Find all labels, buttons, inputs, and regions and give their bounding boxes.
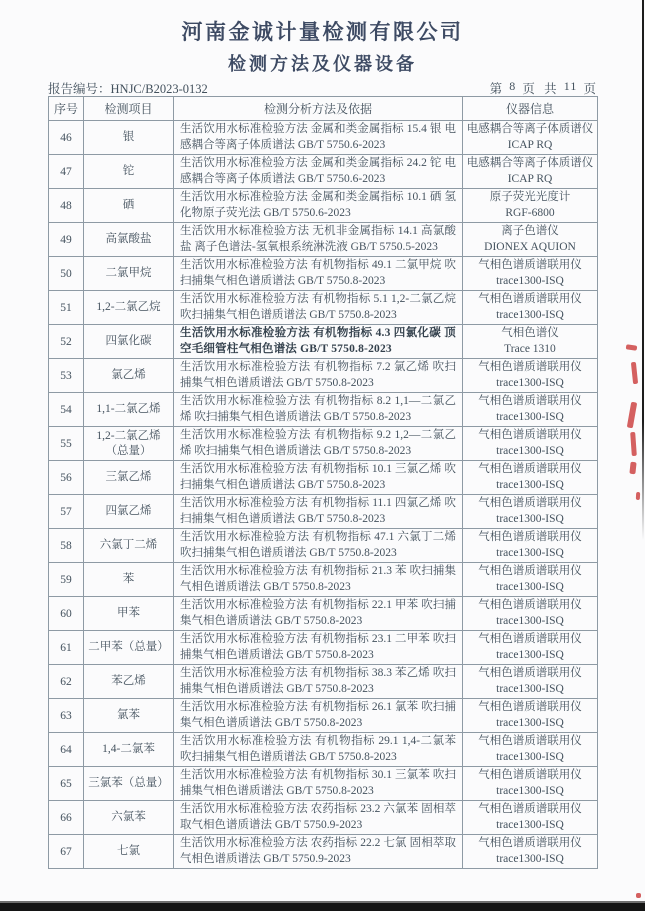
row-instrument: [463, 155, 598, 189]
row-method: 生活饮用水标准检验方法 有机物指标 9.2 1,2—二氯乙烯 吹扫捕集气相色谱质谱法 GB/T 5750.8-2023: [174, 427, 463, 461]
instrument-line: 气相色谱质谱联用仪: [478, 633, 582, 645]
meta-row: [48, 79, 597, 97]
row-no: 51: [49, 291, 84, 325]
row-method: 生活饮用水标准检验方法 无机非金属指标 14.1 高氯酸盐 离子色谱法-氢氧根系统淋洗液 GB/T 5750.5-2023: [174, 223, 463, 257]
table-row: [49, 291, 598, 325]
instrument-line: 气相色谱质谱联用仪: [478, 497, 582, 509]
instrument-line: trace1300-ISQ: [496, 444, 564, 457]
row-method: 生活饮用水标准检验方法 有机物指标 22.1 甲苯 吹扫捕集气相色谱质谱法 GB/T 5750.8-2023: [174, 597, 463, 631]
row-instrument: [463, 189, 598, 223]
row-method: 生活饮用水标准检验方法 有机物指标 7.2 氯乙烯 吹扫捕集气相色谱质谱法 GB/T 5750.8-2023: [174, 359, 463, 393]
row-item: 二甲苯（总量）: [84, 631, 174, 665]
row-no: 61: [49, 631, 84, 665]
row-no: 52: [49, 325, 84, 359]
instrument-line: 气相色谱质谱联用仪: [478, 531, 582, 543]
row-instrument: [463, 121, 598, 155]
row-no: 59: [49, 563, 84, 597]
row-no: 66: [49, 801, 84, 835]
row-item: 氯乙烯: [84, 359, 174, 393]
instrument-line: 电感耦合等离子体质谱仪: [466, 157, 594, 169]
methods-instruments-table: [48, 96, 598, 869]
row-method: 生活饮用水标准检验方法 有机物指标 30.1 三氯苯 吹扫捕集气相色谱质谱法 GB/T 5750.8-2023: [174, 767, 463, 801]
row-instrument: [463, 835, 598, 869]
instrument-line: 气相色谱质谱联用仪: [478, 463, 582, 475]
instrument-line: ICAP RQ: [507, 172, 553, 185]
instrument-line: ICAP RQ: [507, 138, 553, 151]
row-item: 四氯乙烯: [84, 495, 174, 529]
row-item: 1,4-二氯苯: [84, 733, 174, 767]
row-method: 生活饮用水标准检验方法 金属和类金属指标 24.2 铊 电感耦合等离子体质谱法 GB/T 5750.6-2023: [174, 155, 463, 189]
col-header-no: 序号: [49, 97, 84, 121]
row-no: 65: [49, 767, 84, 801]
instrument-line: trace1300-ISQ: [496, 750, 564, 763]
instrument-line: DIONEX AQUION: [484, 240, 576, 253]
company-title: 河南金诚计量检测有限公司: [181, 20, 464, 44]
page-indicator: 第 8 页 共 11 页: [489, 79, 597, 96]
instrument-line: Trace 1310: [504, 342, 556, 355]
instrument-line: trace1300-ISQ: [496, 546, 564, 559]
row-method: 生活饮用水标准检验方法 有机物指标 4.3 四氯化碳 顶空毛细管柱气相色谱法 GB/T 5750.8-2023: [174, 325, 463, 359]
table-row: [49, 121, 598, 155]
row-item: 1,1-二氯乙烯: [84, 393, 174, 427]
col-header-item: 检测项目: [84, 97, 174, 121]
row-item: 氯苯: [84, 699, 174, 733]
instrument-line: trace1300-ISQ: [496, 580, 564, 593]
row-instrument: [463, 665, 598, 699]
row-no: 56: [49, 461, 84, 495]
row-no: 64: [49, 733, 84, 767]
table-row: [49, 257, 598, 291]
instrument-line: trace1300-ISQ: [496, 478, 564, 491]
row-no: 48: [49, 189, 84, 223]
table-row: [49, 359, 598, 393]
table-row: [49, 495, 598, 529]
row-item: 高氯酸盐: [84, 223, 174, 257]
instrument-line: trace1300-ISQ: [496, 818, 564, 831]
red-stamp-edge-mark: [629, 462, 636, 475]
report-number-value: HNJC/B2023-0132: [110, 82, 208, 96]
instrument-line: 气相色谱质谱联用仪: [478, 429, 582, 441]
instrument-line: trace1300-ISQ: [496, 648, 564, 661]
row-no: 47: [49, 155, 84, 189]
row-no: 63: [49, 699, 84, 733]
red-stamp-edge-mark: [636, 492, 640, 500]
row-item: 七氯: [84, 835, 174, 869]
instrument-line: 气相色谱质谱联用仪: [478, 599, 582, 611]
row-method: 生活饮用水标准检验方法 有机物指标 8.2 1,1—二氯乙烯 吹扫捕集气相色谱质谱法 GB/T 5750.8-2023: [174, 393, 463, 427]
row-item: 苯: [84, 563, 174, 597]
row-item: 1,2-二氯乙烷: [84, 291, 174, 325]
red-stamp-edge-mark: [627, 402, 637, 429]
row-instrument: [463, 767, 598, 801]
table-row: [49, 801, 598, 835]
row-instrument: [463, 257, 598, 291]
row-item: 六氯丁二烯: [84, 529, 174, 563]
red-stamp-edge-mark: [626, 344, 638, 350]
row-method: 生活饮用水标准检验方法 金属和类金属指标 15.4 银 电感耦合等离子体质谱法 GB/T 5750.6-2023: [174, 121, 463, 155]
row-item: 甲苯: [84, 597, 174, 631]
instrument-line: trace1300-ISQ: [496, 784, 564, 797]
row-item: 苯乙烯: [84, 665, 174, 699]
table-row: [49, 699, 598, 733]
row-method: 生活饮用水标准检验方法 有机物指标 23.1 二甲苯 吹扫捕集气相色谱质谱法 GB/T 5750.8-2023: [174, 631, 463, 665]
row-instrument: [463, 291, 598, 325]
row-instrument: [463, 393, 598, 427]
row-instrument: [463, 699, 598, 733]
row-item: 三氯苯（总量）: [84, 767, 174, 801]
instrument-line: 气相色谱质谱联用仪: [478, 395, 582, 407]
row-item: 三氯乙烯: [84, 461, 174, 495]
row-method: 生活饮用水标准检验方法 有机物指标 29.1 1,4-二氯苯 吹扫捕集气相色谱质谱法 GB/T 5750.8-2023: [174, 733, 463, 767]
instrument-line: trace1300-ISQ: [496, 682, 564, 695]
row-no: 62: [49, 665, 84, 699]
row-item: 二氯甲烷: [84, 257, 174, 291]
total-page-number: 11: [563, 79, 578, 93]
instrument-line: 气相色谱质谱联用仪: [478, 293, 582, 305]
row-instrument: [463, 223, 598, 257]
row-method: 生活饮用水标准检验方法 有机物指标 49.1 二氯甲烷 吹扫捕集气相色谱质谱法 GB/T 5750.8-2023: [174, 257, 463, 291]
row-item: 银: [84, 121, 174, 155]
row-method: 生活饮用水标准检验方法 有机物指标 38.3 苯乙烯 吹扫捕集气相色谱质谱法 GB/T 5750.8-2023: [174, 665, 463, 699]
table-row: [49, 665, 598, 699]
instrument-line: 离子色谱仪: [501, 225, 559, 237]
row-instrument: [463, 801, 598, 835]
row-method: 生活饮用水标准检验方法 农药指标 22.2 七氯 固相萃取气相色谱质谱法 GB/T 5750.9-2023: [174, 835, 463, 869]
row-no: 54: [49, 393, 84, 427]
instrument-line: trace1300-ISQ: [496, 512, 564, 525]
row-no: 50: [49, 257, 84, 291]
row-method: 生活饮用水标准检验方法 农药指标 23.2 六氯苯 固相萃取气相色谱质谱法 GB/T 5750.9-2023: [174, 801, 463, 835]
red-stamp-edge-mark: [630, 432, 637, 456]
row-no: 57: [49, 495, 84, 529]
table-row: [49, 767, 598, 801]
row-instrument: [463, 427, 598, 461]
row-item: 硒: [84, 189, 174, 223]
row-method: 生活饮用水标准检验方法 有机物指标 47.1 六氯丁二烯 吹扫捕集气相色谱质谱法 GB/T 5750.8-2023: [174, 529, 463, 563]
instrument-line: trace1300-ISQ: [496, 614, 564, 627]
current-page-number: 8: [509, 79, 517, 93]
instrument-line: trace1300-ISQ: [496, 852, 564, 865]
row-instrument: [463, 597, 598, 631]
row-method: 生活饮用水标准检验方法 有机物指标 11.1 四氯乙烯 吹扫捕集气相色谱质谱法 GB/T 5750.8-2023: [174, 495, 463, 529]
row-no: 58: [49, 529, 84, 563]
row-item: 四氯化碳: [84, 325, 174, 359]
row-item: 1,2-二氯乙烯（总量）: [84, 427, 174, 461]
row-instrument: [463, 495, 598, 529]
table-row: [49, 393, 598, 427]
instrument-line: 电感耦合等离子体质谱仪: [466, 123, 594, 135]
table-row: [49, 631, 598, 665]
row-no: 67: [49, 835, 84, 869]
row-no: 55: [49, 427, 84, 461]
row-no: 49: [49, 223, 84, 257]
report-number-label: 报告编号：: [48, 82, 111, 96]
instrument-line: 气相色谱质谱联用仪: [478, 565, 582, 577]
table-row: [49, 835, 598, 869]
instrument-line: 气相色谱质谱联用仪: [478, 667, 582, 679]
scan-right-edge-line: [642, 0, 644, 540]
instrument-line: trace1300-ISQ: [496, 716, 564, 729]
red-stamp-edge-mark: [631, 362, 638, 384]
table-row: [49, 529, 598, 563]
row-instrument: [463, 359, 598, 393]
table-row: [49, 325, 598, 359]
table-row: [49, 597, 598, 631]
red-stamp-edge-mark: [636, 893, 641, 898]
row-instrument: [463, 733, 598, 767]
instrument-line: trace1300-ISQ: [496, 274, 564, 287]
table-row: [49, 427, 598, 461]
table-body: [49, 121, 598, 869]
table-row: [49, 733, 598, 767]
instrument-line: 气相色谱质谱联用仪: [478, 769, 582, 781]
col-header-instrument: 仪器信息: [463, 97, 598, 121]
row-method: 生活饮用水标准检验方法 有机物指标 10.1 三氯乙烯 吹扫捕集气相色谱质谱法 GB/T 5750.8-2023: [174, 461, 463, 495]
instrument-line: 气相色谱质谱联用仪: [478, 361, 582, 373]
row-instrument: [463, 461, 598, 495]
col-header-method: 检测分析方法及依据: [174, 97, 463, 121]
row-method: 生活饮用水标准检验方法 有机物指标 21.3 苯 吹扫捕集气相色谱质谱法 GB/T 5750.8-2023: [174, 563, 463, 597]
instrument-line: trace1300-ISQ: [496, 410, 564, 423]
row-method: 生活饮用水标准检验方法 金属和类金属指标 10.1 硒 氢化物原子荧光法 GB/T 5750.6-2023: [174, 189, 463, 223]
instrument-line: 气相色谱质谱联用仪: [478, 259, 582, 271]
instrument-line: 气相色谱质谱联用仪: [478, 803, 582, 815]
table-row: [49, 563, 598, 597]
instrument-line: 原子荧光光度计: [489, 191, 571, 203]
row-instrument: [463, 563, 598, 597]
row-no: 53: [49, 359, 84, 393]
instrument-line: 气相色谱质谱联用仪: [478, 735, 582, 747]
instrument-line: 气相色谱质谱联用仪: [478, 701, 582, 713]
document-title: 检测方法及仪器设备: [228, 54, 417, 74]
row-instrument: [463, 631, 598, 665]
row-instrument: [463, 325, 598, 359]
table-row: [49, 461, 598, 495]
table-row: [49, 223, 598, 257]
instrument-line: 气相色谱质谱联用仪: [478, 837, 582, 849]
instrument-line: 气相色谱仪: [501, 327, 559, 339]
row-item: 铊: [84, 155, 174, 189]
row-method: 生活饮用水标准检验方法 有机物指标 26.1 氯苯 吹扫捕集气相色谱质谱法 GB/T 5750.8-2023: [174, 699, 463, 733]
instrument-line: trace1300-ISQ: [496, 308, 564, 321]
table-row: [49, 155, 598, 189]
row-instrument: [463, 529, 598, 563]
instrument-line: RGF-6800: [505, 206, 555, 219]
table-header-row: [49, 97, 598, 121]
instrument-line: trace1300-ISQ: [496, 376, 564, 389]
row-item: 六氯苯: [84, 801, 174, 835]
row-no: 46: [49, 121, 84, 155]
table-row: [49, 189, 598, 223]
scan-bottom-bar: [0, 901, 645, 911]
row-no: 60: [49, 597, 84, 631]
row-method: 生活饮用水标准检验方法 有机物指标 5.1 1,2-二氯乙烷 吹扫捕集气相色谱质谱法 GB/T 5750.8-2023: [174, 291, 463, 325]
report-number: [48, 79, 208, 97]
